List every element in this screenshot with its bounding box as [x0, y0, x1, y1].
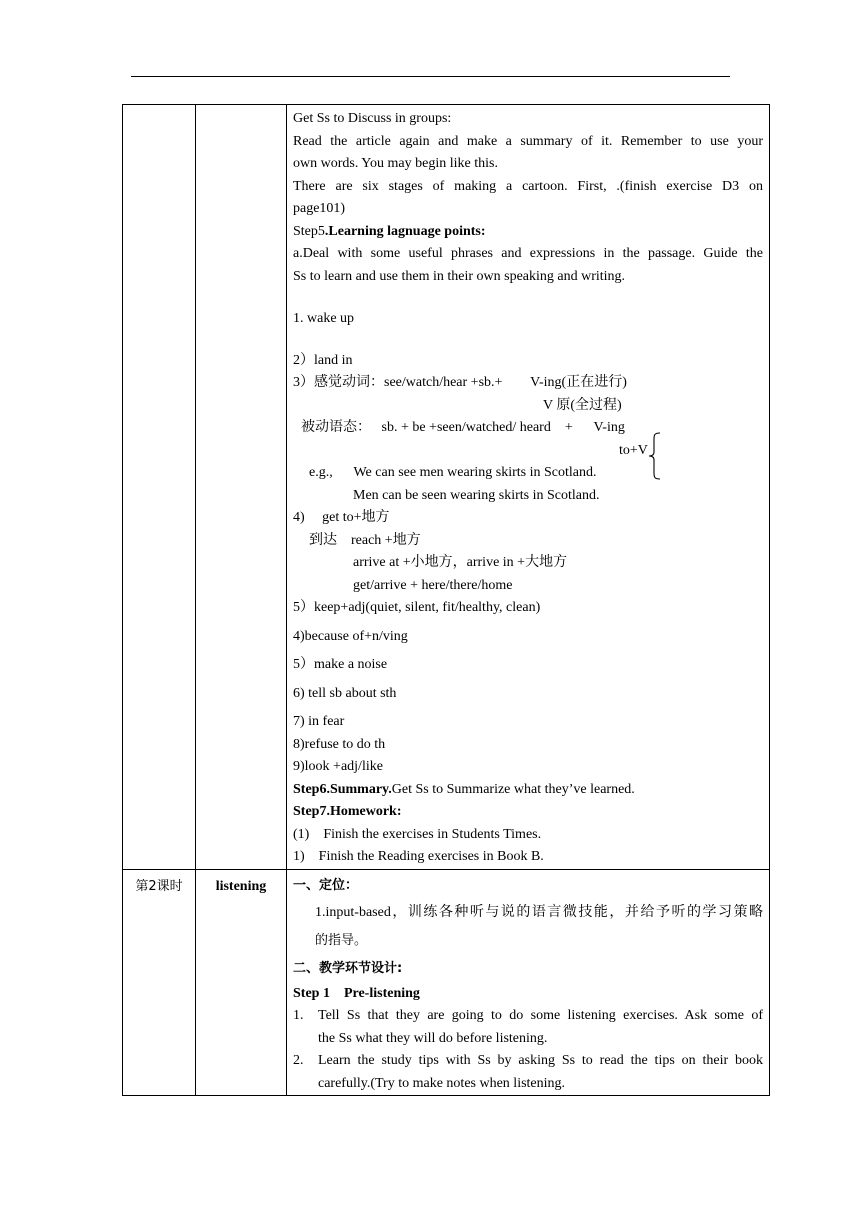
text-line: 7) in fear — [293, 714, 345, 729]
text-line: 1. wake up — [293, 311, 355, 326]
step-heading: Step 1 Pre-listening — [293, 985, 420, 1001]
text-line: a.Deal with some useful phrases and expressions in the passage. Guide the — [293, 246, 763, 261]
text-line: 3）感觉动词：see/watch/hear +sb.+ V-ing(正在进行) — [293, 375, 627, 390]
text-line: 被动语态： sb. + be +seen/watched/ heard + V-ing — [301, 420, 625, 435]
lesson-topic-cell: listening — [196, 869, 287, 1096]
step-heading: Step7.Homework: — [293, 804, 402, 819]
lesson-number-cell — [123, 105, 196, 870]
text-line: 的指导。 — [315, 932, 368, 948]
text-line: 4) get to+地方 — [293, 510, 390, 525]
text-line: 2）land in — [293, 352, 353, 368]
text-line: 到达 reach +地方 — [309, 532, 421, 548]
text-line: 8)refuse to do th — [293, 736, 386, 752]
text-line: Read the article again and make a summary of it. Remember to use your — [293, 133, 763, 149]
text-line: 9)look +adj/like — [293, 759, 383, 774]
text-line: 5）make a noise — [293, 657, 388, 672]
text-line: arrive at +小地方，arrive in +大地方 — [353, 555, 568, 570]
procedure-cell — [287, 105, 770, 870]
procedure-cell — [287, 869, 770, 1096]
text-line: 5）keep+adj(quiet, silent, fit/healthy, clean) — [293, 600, 541, 615]
text-line: 6) tell sb about sth — [293, 685, 397, 701]
text-line: Ss to learn and use them in their own speaking and writing. — [293, 268, 626, 284]
text-line: There are six stages of making a cartoon. First, .(finish exercise D3 on — [293, 178, 763, 194]
text-line: get/arrive + here/there/home — [353, 577, 513, 593]
text-line: 1) Finish the Reading exercises in Book B. — [293, 849, 544, 864]
lesson-topic-cell — [196, 105, 287, 870]
list-item: 2. Learn the study tips with Ss by asking Ss to read the tips on their book carefully.(Try to make notes when listening. — [293, 1053, 763, 1091]
table-row — [123, 105, 770, 870]
text-line: Men can be seen wearing skirts in Scotland. — [353, 487, 600, 503]
step-heading: Step6.Summary.Get Ss to Summarize what they’ve learned. — [293, 781, 635, 797]
header-rule — [131, 76, 730, 77]
curly-brace-icon — [648, 432, 662, 480]
text-line: 4)because of+n/ving — [293, 628, 408, 644]
section-heading: 一、定位： — [293, 877, 359, 893]
lesson-plan-table — [122, 104, 770, 1096]
text-line: (1) Finish the exercises in Students Times. — [293, 826, 542, 842]
text-line: Get Ss to Discuss in groups: — [293, 111, 452, 126]
text-line: 1.input-based，训练各种听与说的语言微技能，并给予听的学习策略 — [315, 904, 763, 920]
text-line: to+V — [619, 442, 648, 458]
lesson-number-cell: 第2课时 — [123, 869, 196, 1096]
step-heading: Step5.Learning lagnuage points: — [293, 223, 486, 239]
text-line: V 原(全过程) — [543, 397, 622, 413]
section-heading: 二、教学环节设计: — [293, 960, 403, 976]
text-line: own words. You may begin like this. — [293, 156, 498, 171]
list-item: 1. Tell Ss that they are going to do some listening exercises. Ask some of the Ss what they will do before listening. — [293, 1008, 763, 1046]
text-line: e.g., We can see men wearing skirts in Scotland. — [309, 465, 597, 480]
text-line: page101) — [293, 201, 346, 216]
table-row — [123, 869, 770, 1096]
